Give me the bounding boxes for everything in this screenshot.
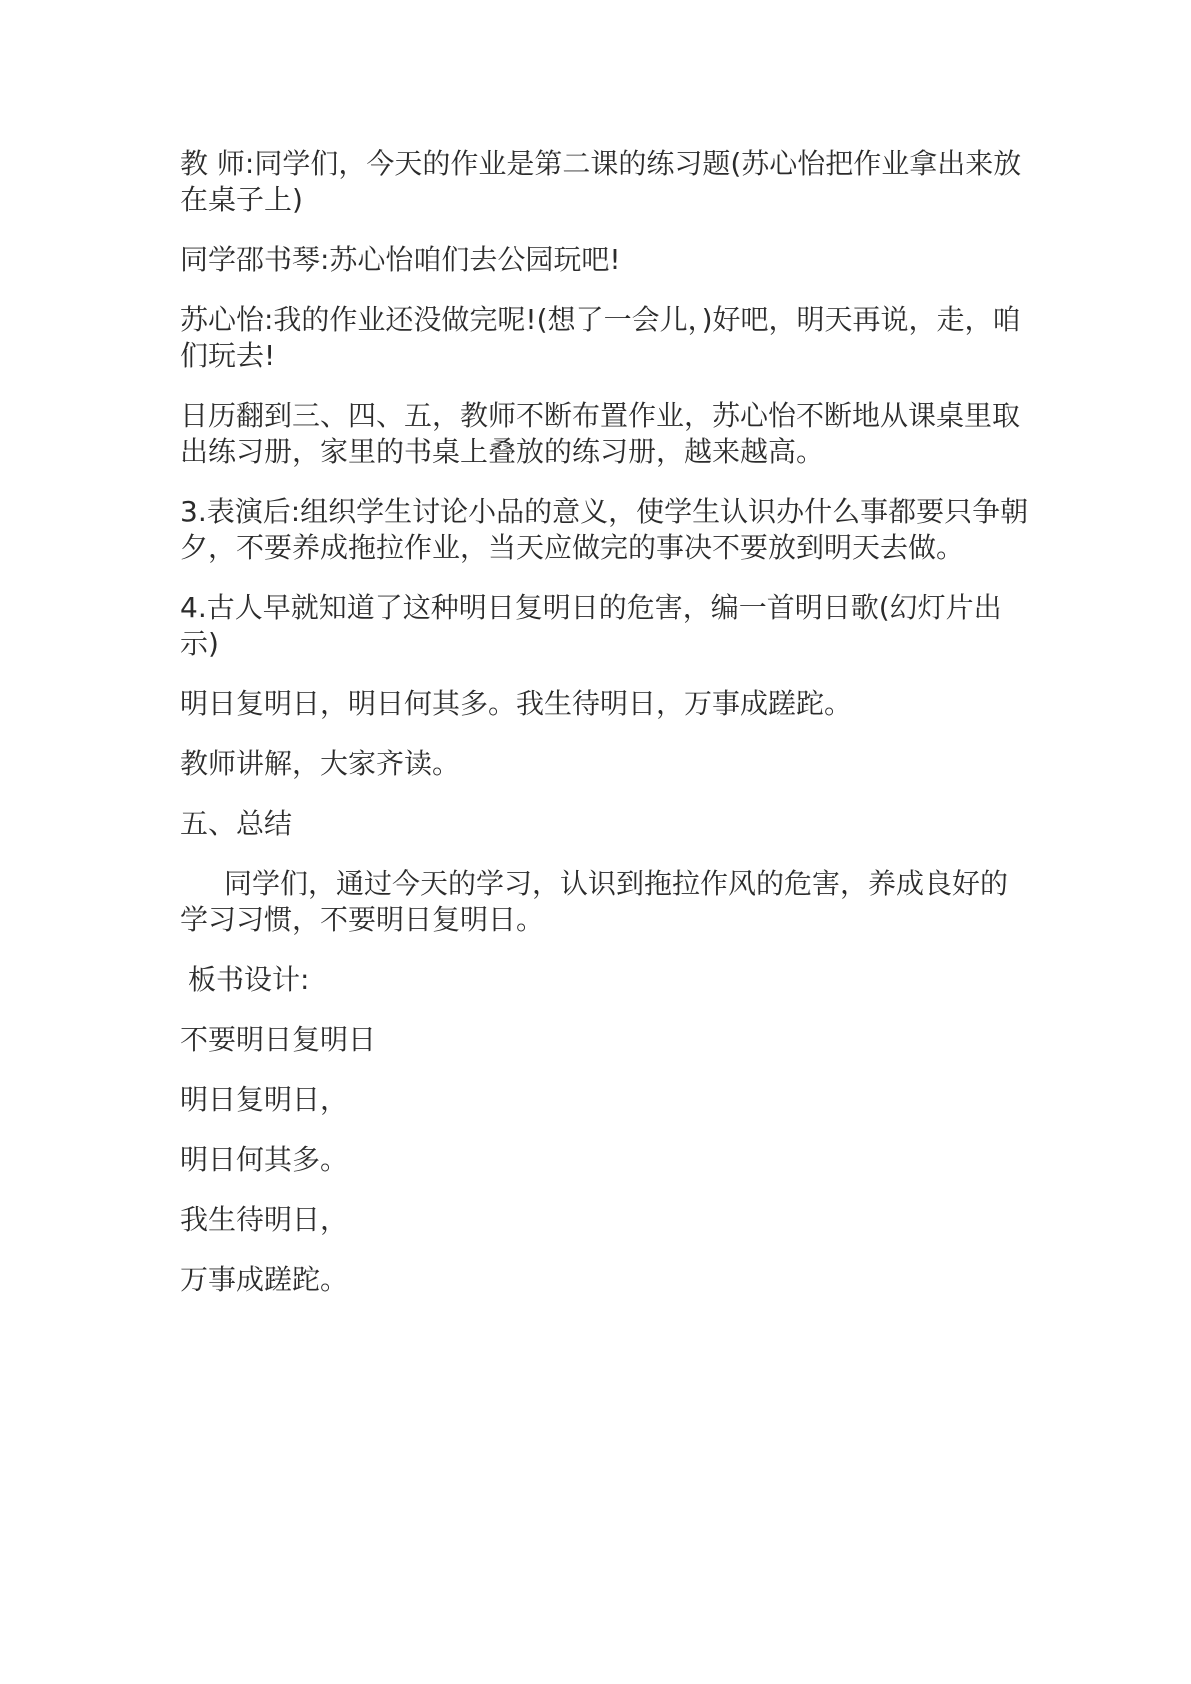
summary-paragraph: 同学们，通过今天的学习，认识到拖拉作风的危害，养成良好的学习习惯，不要明日复明日。	[180, 867, 1009, 936]
board-title: 不要明日复明日	[180, 1023, 377, 1056]
document-body	[180, 146, 1030, 1322]
step-3-discussion: 3.表演后:组织学生讨论小品的意义，使学生认识办什么事都要只争朝夕，不要养成拖拉作业，当天应做完的事决不要放到明天去做。	[180, 495, 1029, 564]
song-full-text: 明日复明日，明日何其多。我生待明日，万事成蹉跎。	[180, 687, 853, 720]
board-line-2: 明日何其多。	[180, 1143, 349, 1176]
dialogue-su-xinyi: 苏心怡:我的作业还没做完呢!(想了一会儿，)好吧，明天再说，走，咱们玩去!	[180, 303, 1021, 372]
board-design-heading: 板书设计:	[188, 963, 310, 996]
board-line-4: 万事成蹉跎。	[180, 1263, 349, 1296]
board-line-1: 明日复明日，	[180, 1083, 349, 1116]
dialogue-teacher: 教 师:同学们，今天的作业是第二课的练习题(苏心怡把作业拿出来放在桌子上)	[180, 147, 1022, 216]
step-4-song-intro: 4.古人早就知道了这种明日复明日的危害，编一首明日歌(幻灯片出示)	[180, 591, 1002, 660]
board-line-3: 我生待明日，	[180, 1203, 349, 1236]
teacher-explain: 教师讲解，大家齐读。	[180, 747, 461, 780]
dialogue-classmate: 同学邵书琴:苏心怡咱们去公园玩吧!	[180, 243, 621, 276]
section-heading-summary: 五、总结	[180, 807, 293, 840]
narration-calendar: 日历翻到三、四、五，教师不断布置作业，苏心怡不断地从课桌里取出练习册，家里的书桌上叠放的练习册，越来越高。	[180, 399, 1021, 468]
